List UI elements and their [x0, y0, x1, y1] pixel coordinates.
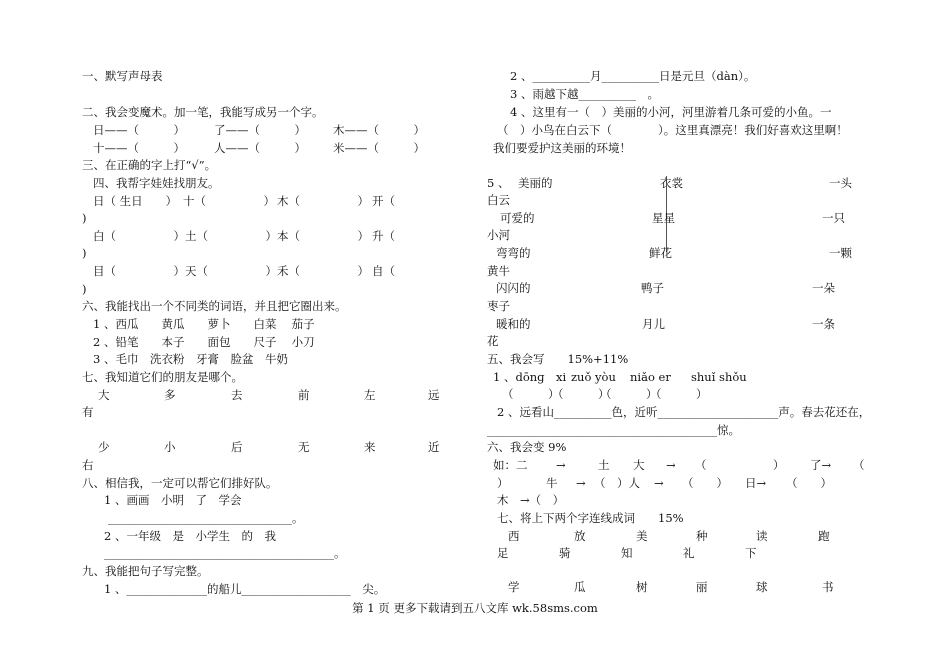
- q5-adj: 可爱的: [500, 211, 535, 225]
- r-section-7-title: 七、将上下两个字连线成词 15%: [497, 511, 684, 525]
- s7-char: 足: [497, 546, 509, 560]
- s6-token: 日→: [745, 476, 767, 490]
- s7-char: 放: [574, 529, 586, 543]
- s7-char: 瓜: [574, 580, 586, 594]
- section-4-title: 四、我帮字娃娃找朋友。: [93, 176, 220, 190]
- s4-item: 升（: [372, 229, 395, 243]
- s2-item: 日——（ ）: [93, 123, 185, 137]
- q5-wrap: 黄牛: [487, 264, 510, 278]
- s6-line3: 木 →（ ）: [497, 493, 565, 507]
- s7-char: 读: [756, 529, 768, 543]
- s6-token: （ ）: [786, 476, 832, 490]
- section-3-title: 三、在正确的字上打“√”。: [82, 158, 217, 172]
- s7-word: 远: [428, 388, 440, 402]
- s6-token: （ ）人: [594, 476, 640, 490]
- s6-token: ）: [497, 476, 509, 490]
- section-1-title: 一、默写声母表: [82, 69, 163, 83]
- s2-item: 木——（ ）: [333, 123, 425, 137]
- section-9-title: 九、我能把句子写完整。: [82, 564, 209, 578]
- q5-wrap: 花: [487, 334, 499, 348]
- section-7-title: 七、我知道它们的朋友是哪个。: [82, 370, 243, 384]
- s8-answer: ________________________________________。: [104, 546, 346, 560]
- s7-word: 近: [428, 440, 440, 454]
- q5-measure: 一头: [829, 176, 852, 190]
- s7-char: 美: [636, 529, 648, 543]
- s6-token: 大: [633, 458, 645, 472]
- s7-word: 后: [231, 440, 243, 454]
- r-q4a: 4 、这里有一（ ）美丽的小河，河里游着几条可爱的小鱼。一: [510, 105, 832, 119]
- s2-item: 米——（ ）: [333, 141, 425, 155]
- pinyin-blank: （ ）: [552, 387, 610, 401]
- s7-word: 左: [364, 388, 376, 402]
- s7-word: 无: [298, 440, 310, 454]
- s6-token: 了→: [810, 458, 832, 472]
- q5-measure: 一颗: [829, 246, 852, 260]
- q5-number: 5 、: [487, 176, 510, 190]
- s6-token: 如：二: [493, 458, 528, 472]
- q5-wrap: 小河: [487, 228, 510, 242]
- s7-word: 来: [364, 440, 376, 454]
- q5-adj: 暖和的: [496, 317, 531, 331]
- q5-noun: 星星: [652, 211, 675, 225]
- s4-item: 木（ ）: [277, 194, 369, 208]
- s7-char: 学: [508, 580, 520, 594]
- r-q3: 3 、雨越下越__________ 。: [510, 87, 659, 101]
- pinyin: 1 、dōnɡ xi: [493, 370, 567, 384]
- wrap-paren: ): [82, 282, 87, 296]
- s4-item: 日（ 生日 ）: [93, 194, 178, 208]
- s8-item: 1 、画画 小明 了 学会: [104, 493, 242, 507]
- s4-item: 自（: [372, 264, 395, 278]
- s7-char: 书: [822, 580, 834, 594]
- s7-char: 知: [621, 546, 633, 560]
- s7-char: 球: [756, 580, 768, 594]
- q5-noun: 月儿: [642, 317, 665, 331]
- q5-noun: 鸭子: [641, 281, 664, 295]
- s6-token: 牛: [546, 476, 558, 490]
- s4-item: 开（: [372, 194, 395, 208]
- q5-measure: 一只: [822, 211, 845, 225]
- r-q2: 2 、__________月__________日是元旦（dàn）。: [510, 69, 756, 83]
- s7-char: 树: [636, 580, 648, 594]
- q5-adj: 弯弯的: [496, 246, 531, 260]
- s7-char: 西: [508, 529, 520, 543]
- q5-noun: 衣裳: [660, 176, 683, 190]
- pinyin: niǎo er: [630, 370, 671, 384]
- s4-item: 禾（ ）: [277, 264, 369, 278]
- page-footer: 第 1 页 更多下载请到五八文库 wk.58sms.com: [352, 601, 598, 615]
- s6-token: （: [695, 458, 707, 472]
- s6-token: →: [576, 476, 586, 490]
- s4-item: 白（ ）: [93, 229, 185, 243]
- q5-adj: 闪闪的: [496, 281, 531, 295]
- pinyin-blank: （ ）: [650, 387, 708, 401]
- s6-token: →: [556, 458, 566, 472]
- s2-item: 十——（ ）: [93, 141, 185, 155]
- s4-item: 天（ ）: [185, 264, 277, 278]
- s5-item2b: ________________________________________惊。: [487, 423, 740, 437]
- s7-wrap: 右: [82, 458, 94, 472]
- q5-measure: 一朵: [812, 281, 835, 295]
- pinyin: zuǒ yòu: [571, 370, 616, 384]
- s6-item: 1 、西瓜 黄瓜 萝卜 白菜 茄子: [93, 317, 315, 331]
- pinyin-blank: （ ）: [600, 387, 658, 401]
- s2-item: 人——（ ）: [214, 141, 306, 155]
- s6-item: 2 、铅笔 本子 面包 尺子 小刀: [93, 335, 315, 349]
- s7-char: 种: [696, 529, 708, 543]
- r-section-5-title: 五、我会写 15%+11%: [487, 352, 629, 366]
- s4-item: 十（ ）: [183, 194, 275, 208]
- s4-item: 土（ ）: [185, 229, 277, 243]
- s7-char: 礼: [683, 546, 695, 560]
- s7-char: 丽: [696, 580, 708, 594]
- s4-item: 目（ ）: [93, 264, 185, 278]
- q5-noun: 鲜花: [649, 246, 672, 260]
- pinyin-blank: （ ）: [502, 387, 560, 401]
- s7-wrap: 有: [82, 405, 94, 419]
- s8-answer: ________________________________。: [108, 511, 304, 525]
- s6-token: →: [654, 476, 664, 490]
- wrap-paren: ): [82, 211, 87, 225]
- s9-item: 1 、______________的船儿___________________ 尖。: [104, 582, 386, 596]
- s7-char: 跑: [818, 529, 830, 543]
- s6-token: →: [666, 458, 676, 472]
- s8-item: 2 、一年级 是 小学生 的 我: [104, 529, 276, 543]
- s6-token: （: [853, 458, 865, 472]
- pinyin: shuǐ shǒu: [691, 370, 747, 384]
- s7-word: 小: [164, 440, 176, 454]
- q5-wrap: 枣子: [487, 299, 510, 313]
- r-section-6-title: 六、我会变 9%: [487, 440, 567, 454]
- s7-word: 大: [98, 388, 110, 402]
- s7-word: 去: [231, 388, 243, 402]
- section-8-title: 八、相信我，一定可以帮它们排好队。: [82, 476, 278, 490]
- r-q4c: 我们要爱护这美丽的环境！: [493, 141, 631, 155]
- s6-item: 3 、毛巾 洗衣粉 牙膏 脸盆 牛奶: [93, 352, 288, 366]
- q5-wrap: 白云: [487, 193, 510, 207]
- s5-item2: 2 、远看山__________色，近听_____________________声。春去花还在，: [497, 405, 871, 419]
- s4-item: 本（ ）: [277, 229, 369, 243]
- s7-word: 少: [98, 440, 110, 454]
- s7-char: 骑: [559, 546, 571, 560]
- q5-measure: 一条: [812, 317, 835, 331]
- s7-char: 下: [745, 546, 757, 560]
- s7-word: 多: [164, 388, 176, 402]
- s6-token: ）: [773, 458, 785, 472]
- q5-adj: 美丽的: [518, 176, 553, 190]
- section-2-title: 二、我会变魔术。加一笔，我能写成另一个字。: [82, 105, 324, 119]
- section-6-title: 六、我能找出一个不同类的词语，并且把它圈出来。: [82, 299, 347, 313]
- s2-item: 了——（ ）: [214, 123, 306, 137]
- s7-word: 前: [298, 388, 310, 402]
- s6-token: 土: [598, 458, 610, 472]
- wrap-paren: ): [82, 246, 87, 260]
- r-q4b: （ ）小鸟在白云下（ ）。这里真漂亮！我们好喜欢这里啊！: [497, 123, 848, 137]
- s6-token: （ ）: [682, 476, 728, 490]
